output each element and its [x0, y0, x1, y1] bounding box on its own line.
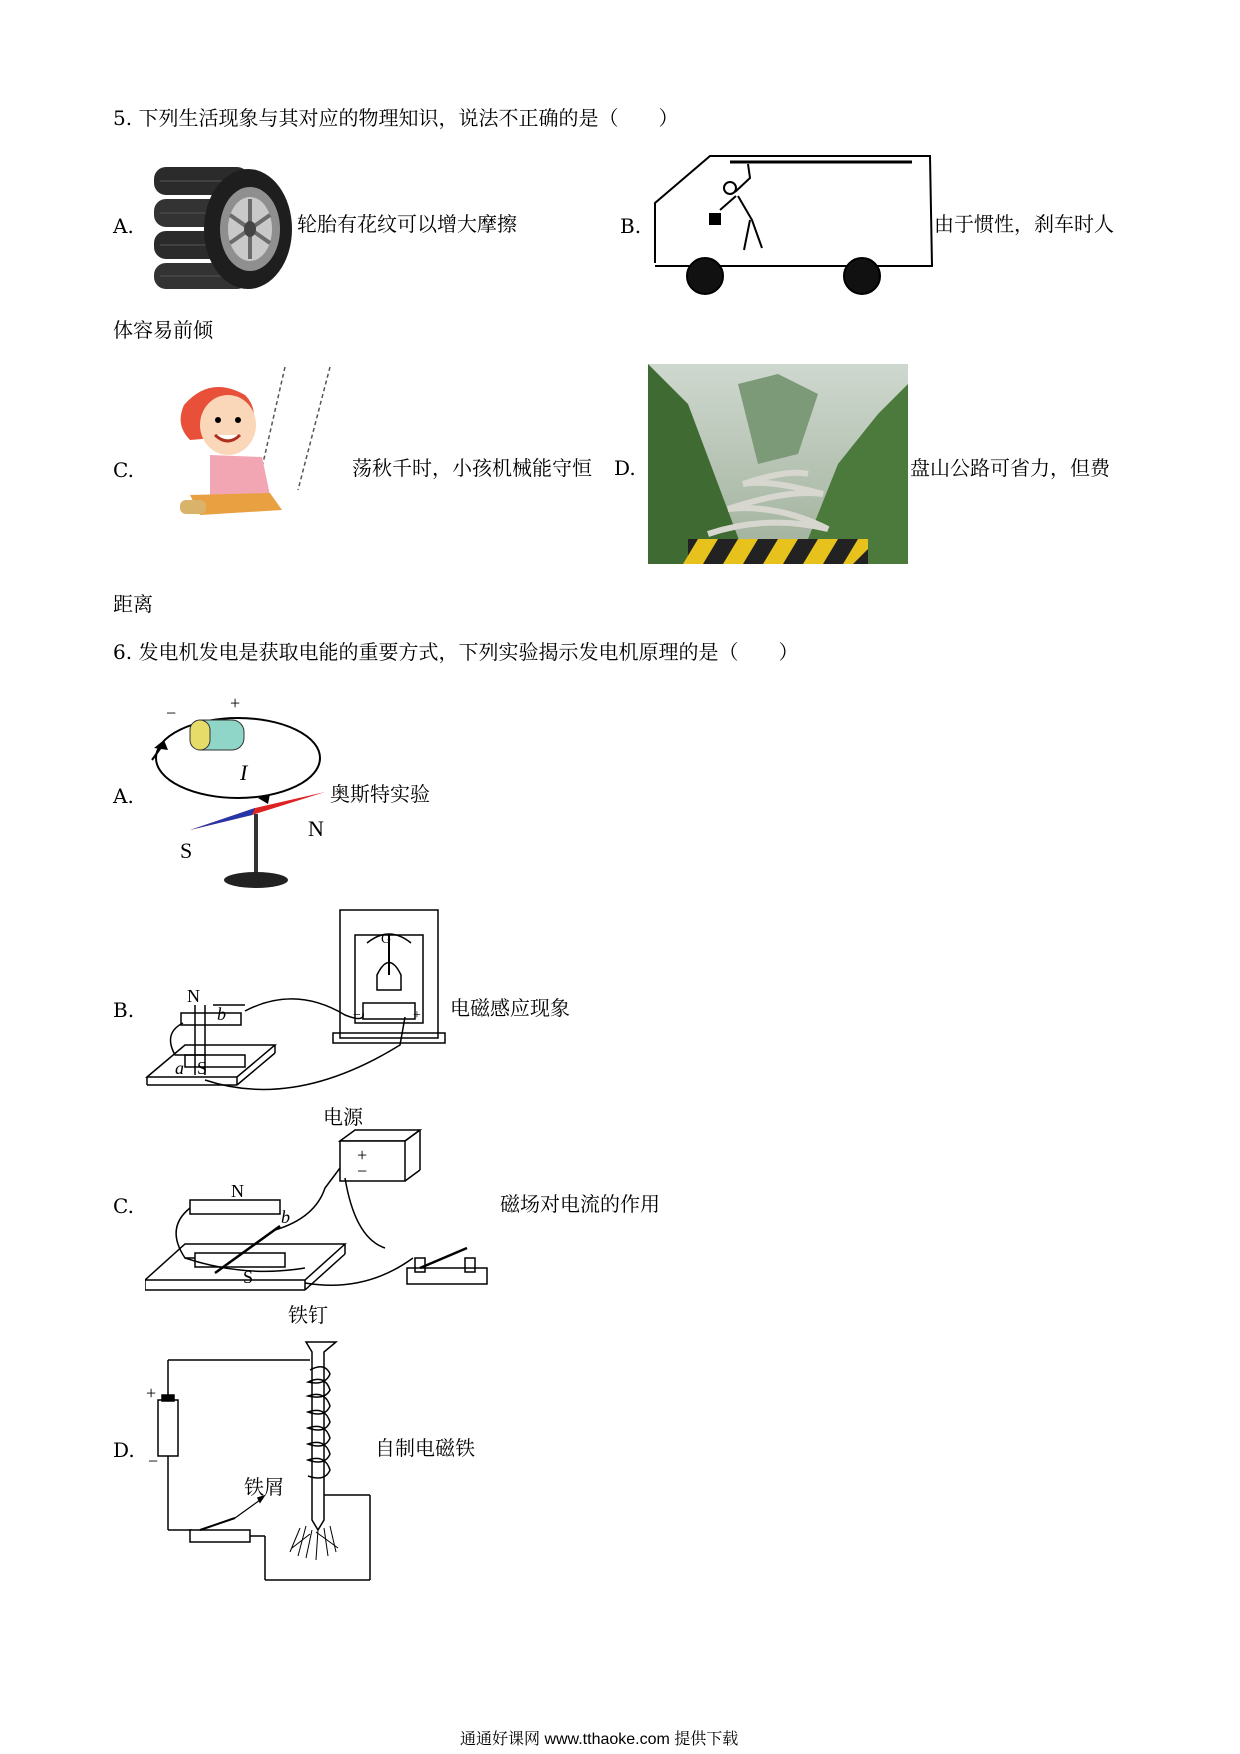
- battery-plus-sign: +: [146, 1383, 157, 1403]
- magnet-s-pole-label: S: [243, 1267, 254, 1287]
- q5-option-c-text: 荡秋千时，小孩机械能守恒: [352, 456, 592, 480]
- homemade-electromagnet-figure: [140, 1300, 380, 1590]
- tire-stack-image: [150, 163, 295, 293]
- q5-option-b-continuation: 体容易前倾: [113, 318, 213, 342]
- magnet-n-pole-label: N: [187, 986, 200, 1006]
- magnetic-force-on-current-figure: [145, 1105, 505, 1298]
- compass-s-pole-label: S: [180, 838, 193, 863]
- q6-option-d-label: D.: [113, 1438, 135, 1462]
- q5-option-d-label: D.: [614, 456, 636, 480]
- battery-minus-sign: −: [148, 1451, 159, 1471]
- electromagnetic-induction-figure: [145, 905, 450, 1105]
- iron-filings-label: 铁屑: [244, 1475, 284, 1499]
- power-supply-minus: −: [357, 1161, 368, 1181]
- q5-option-b-label: B.: [620, 214, 642, 238]
- galvanometer-minus-terminal: −: [353, 1008, 361, 1023]
- conductor-end-b-label: b: [217, 1004, 226, 1024]
- battery-plus-sign: +: [230, 693, 241, 713]
- q6-option-c-label: C.: [113, 1194, 134, 1218]
- q6-stem: 6. 发电机发电是获取电能的重要方式，下列实验揭示发电机原理的是（ ）: [113, 640, 799, 664]
- q5-option-b-text: 由于惯性，刹车时人: [934, 212, 1114, 236]
- q5-option-c-label: C.: [113, 458, 134, 482]
- current-label: I: [240, 760, 248, 785]
- rail-end-b-label: b: [281, 1207, 290, 1227]
- galvanometer-g-label: G: [381, 932, 392, 947]
- q5-option-a-label: A.: [113, 214, 134, 238]
- q6-option-c-text: 磁场对电流的作用: [500, 1192, 660, 1216]
- galvanometer-plus-terminal: +: [413, 1008, 421, 1023]
- power-supply-label: 电源: [323, 1105, 363, 1129]
- q5-option-a-text: 轮胎有花纹可以增大摩擦: [297, 212, 517, 236]
- q6-option-b-text: 电磁感应现象: [450, 996, 570, 1020]
- bus-passenger-image: [650, 148, 935, 298]
- magnet-n-pole-label: N: [231, 1181, 244, 1201]
- q6-option-d-text: 自制电磁铁: [375, 1436, 475, 1460]
- iron-nail-label: 铁钉: [288, 1303, 328, 1327]
- magnet-s-pole-label: S: [197, 1058, 208, 1078]
- conductor-end-a-label: a: [175, 1058, 184, 1078]
- q6-option-b-label: B.: [113, 998, 135, 1022]
- q6-option-a-text: 奥斯特实验: [330, 782, 430, 806]
- q5-stem: 5. 下列生活现象与其对应的物理知识，说法不正确的是（ ）: [113, 106, 679, 130]
- page-footer: 通通好课网 www.tthaoke.com 提供下载: [460, 1731, 739, 1748]
- oersted-experiment-figure: [140, 690, 330, 895]
- battery-minus-sign: −: [166, 703, 177, 723]
- power-supply-plus: +: [357, 1145, 368, 1165]
- mountain-road-photo: [648, 364, 908, 564]
- swing-child-image: [170, 365, 340, 545]
- q5-option-d-text: 盘山公路可省力，但费: [910, 456, 1110, 480]
- q6-option-a-label: A.: [113, 784, 134, 808]
- q5-option-d-continuation: 距离: [113, 592, 153, 616]
- compass-n-pole-label: N: [308, 816, 324, 841]
